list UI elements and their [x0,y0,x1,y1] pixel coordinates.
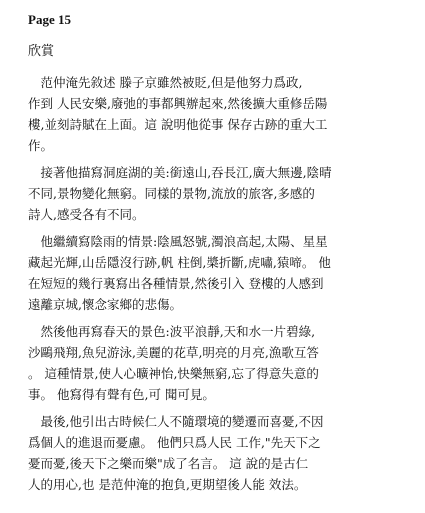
text-line: 憂而憂,後天下之樂而樂"成了名言。 這 說的是古仁 [28,456,309,471]
page-number: Page 15 [28,12,71,27]
text-line: 樓,並刻詩賦在上面。這 說明他從事 保存古跡的重大工 [28,117,328,132]
text-line: 人的用心,也 是范仲淹的抱負,更期望後人能 效法。 [28,477,307,492]
text-line: 在短短的幾行裏寫出各種情景,然後引入 登樓的人感到 [28,276,324,291]
paragraph [28,411,403,495]
text-line: 不同,景物變化無窮。同樣的景物,流放的旅客,多感的 [28,186,315,201]
text-line: 藏起光輝,山岳隱沒行跡,帆 柱倒,槳折斷,虎嘯,猿啼。 他 [28,255,331,270]
text-line: 沙鷗飛翔,魚兒游泳,美麗的花草,明亮的月亮,漁歌互答 [28,345,319,360]
paragraph [28,231,403,315]
body-text [28,72,403,495]
paragraph [28,72,403,156]
paragraph [28,321,403,405]
text-line: 然後他再寫春天的景色:波平浪靜,天和水一片碧綠, [28,324,316,339]
text-line: 接著他描寫洞庭湖的美:銜遠山,吞長江,廣大無邊,陰晴 [28,165,332,180]
text-line: 作。 [28,138,54,153]
text-line: 作到 人民安樂,廢弛的事都興辦起來,然後擴大重修岳陽 [28,96,328,111]
text-line: 爲個人的進退而憂慮。 他們只爲人民 工作,"先天下之 [28,435,321,450]
text-line: 遠離京城,懷念家鄉的悲傷。 [28,297,182,312]
paragraph [28,162,403,225]
text-line: 。 這種情景,使人心曠神怡,快樂無窮,忘了得意失意的 [28,366,319,381]
text-line: 他繼續寫陰雨的情景:陰風怒號,濁浪高起,太陽、星星 [28,234,328,249]
text-line: 事。 他寫得有聲有色,可 聞可見。 [28,387,215,402]
section-title: 欣賞 [28,44,55,59]
text-line: 詩人,感受各有不同。 [28,207,145,222]
text-line: 范仲淹先敘述 滕子京雖然被貶,但是他努力爲政, [28,75,303,90]
text-line: 最後,他引出古時候仁人不隨環境的變遷而喜憂,不因 [28,414,324,429]
